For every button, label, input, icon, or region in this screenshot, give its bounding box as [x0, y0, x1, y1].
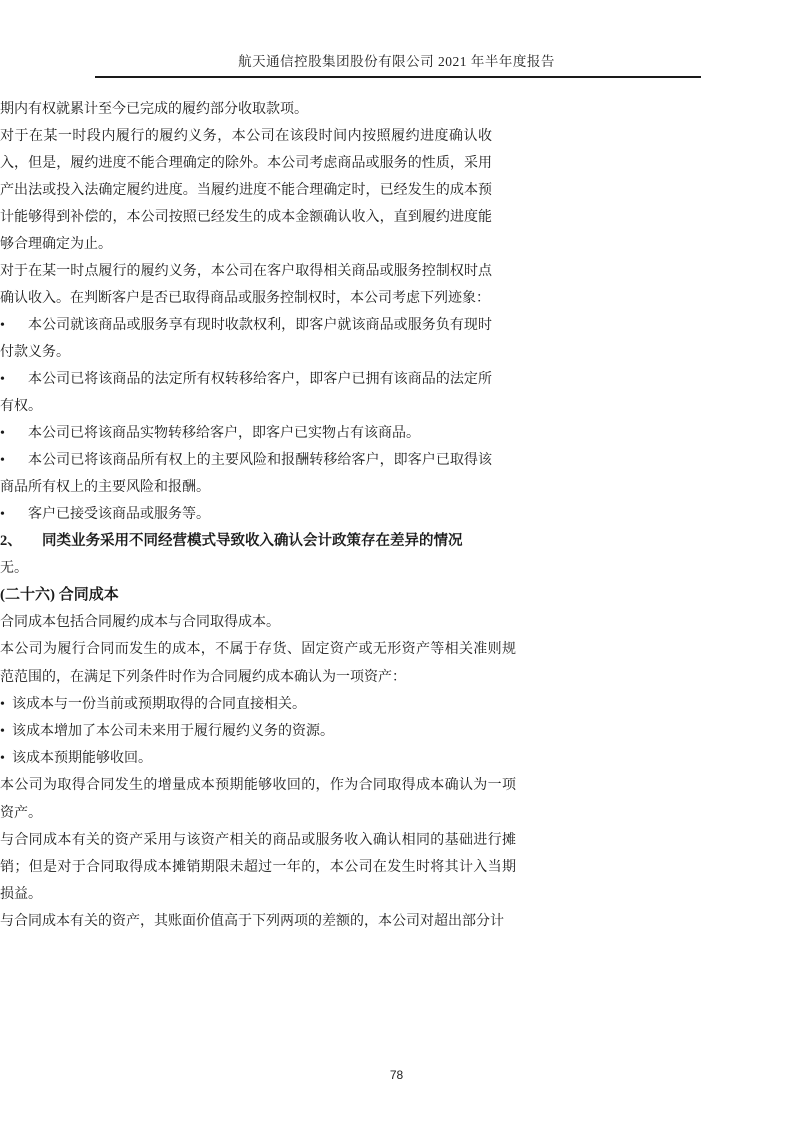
bullet-icon: • — [0, 372, 5, 387]
document-body — [0, 96, 793, 936]
paragraph: 对于在某一时段内履行的履约义务，本公司在该段时间内按照履约进度确认收入，但是，履约进度不能合理确定的除外。本公司考虑商品或服务的性质，采用产出法或投入法确定履约进度。当履约进度不能合理确定时，已经发生的成本预计能够得到补偿的，本公司按照已经发生的成本金额确认收入，直到履约进度能够合理确定为止。 — [0, 129, 492, 252]
bullet-item — [0, 501, 492, 528]
bullet-text: 本公司就该商品或服务享有现时收款权利，即客户就该商品或服务负有现时付款义务。 — [0, 318, 492, 360]
bullet-icon: • — [0, 751, 5, 767]
section-heading-number: (二十六) — [0, 587, 55, 603]
header-divider — [95, 76, 701, 78]
bullet-icon: • — [0, 426, 5, 441]
bullet-icon: • — [0, 453, 5, 468]
bullet-text: 本公司已将该商品实物转移给客户，即客户已实物占有该商品。 — [28, 426, 420, 441]
paragraph: 无。 — [0, 561, 28, 576]
paragraph: 期内有权就累计至今已完成的履约部分收取款项。 — [0, 102, 308, 117]
bullet-icon: • — [0, 696, 5, 712]
bullet-text: 本公司已将该商品的法定所有权转移给客户，即客户已拥有该商品的法定所有权。 — [0, 372, 492, 414]
bullet-text: 该成本增加了本公司未来用于履行履约义务的资源。 — [12, 724, 334, 740]
paragraph: 合同成本包括合同履约成本与合同取得成本。 — [0, 615, 280, 631]
bullet-text: 本公司已将该商品所有权上的主要风险和报酬转移给客户，即客户已取得该商品所有权上的主要风险和报酬。 — [0, 453, 492, 495]
paragraph: 与合同成本有关的资产，其账面价值高于下列两项的差额的，本公司对超出部分计 — [0, 914, 504, 930]
subheading-same-business — [0, 528, 793, 555]
bullet-text: 客户已接受该商品或服务等。 — [28, 507, 210, 522]
bullet-icon: • — [0, 318, 5, 333]
bullet-item — [0, 691, 516, 718]
bullet-item — [0, 366, 492, 420]
bullet-text: 该成本预期能够收回。 — [12, 751, 152, 767]
bullet-item — [0, 420, 492, 447]
section-heading-contract-cost — [0, 582, 793, 609]
bullet-item — [0, 745, 516, 772]
section-heading-title: 合同成本 — [58, 587, 119, 603]
bullet-item — [0, 718, 516, 745]
bullet-item — [0, 447, 492, 501]
page-header-title: 航天通信控股集团股份有限公司 2021 年半年度报告 — [238, 54, 555, 69]
page-number: 78 — [389, 1068, 404, 1082]
bullet-icon: • — [0, 507, 5, 522]
bullet-icon: • — [0, 724, 5, 740]
subheading-text: 同类业务采用不同经营模式导致收入确认会计政策存在差异的情况 — [42, 533, 463, 549]
bullet-item — [0, 312, 492, 366]
paragraph: 对于在某一时点履行的履约义务，本公司在客户取得相关商品或服务控制权时点确认收入。在判断客户是否已取得商品或服务控制权时，本公司考虑下列迹象： — [0, 264, 492, 306]
paragraph: 本公司为取得合同发生的增量成本预期能够收回的，作为合同取得成本确认为一项资产。 — [0, 778, 516, 821]
paragraph: 本公司为履行合同而发生的成本，不属于存货、固定资产或无形资产等相关准则规范范围的，在满足下列条件时作为合同履约成本确认为一项资产： — [0, 642, 516, 685]
subheading-number: 2、 — [0, 533, 22, 549]
bullet-text: 该成本与一份当前或预期取得的合同直接相关。 — [12, 696, 306, 712]
paragraph: 与合同成本有关的资产采用与该资产相关的商品或服务收入确认相同的基础进行摊销；但是对于合同取得成本摊销期限未超过一年的，本公司在发生时将其计入当期损益。 — [0, 832, 516, 903]
